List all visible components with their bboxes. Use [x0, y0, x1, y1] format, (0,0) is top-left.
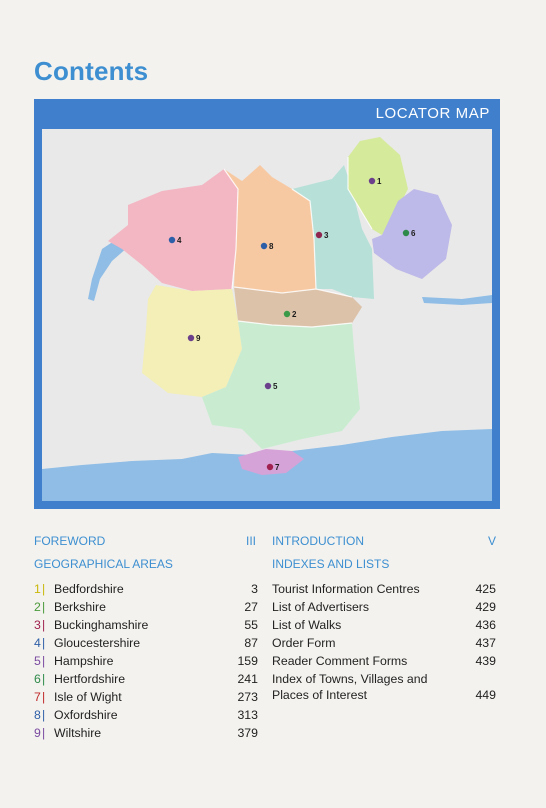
area-name: Hertfordshire — [54, 672, 126, 686]
map-marker-label-2: 2 — [292, 310, 297, 319]
index-item-name: Tourist Information Centres — [272, 582, 420, 596]
index-item-page: 449 — [475, 688, 496, 702]
map-marker-label-1: 1 — [377, 177, 382, 186]
area-number: 8 — [34, 708, 41, 722]
area-number: 9 — [34, 726, 41, 740]
area-number: 2 — [34, 600, 41, 614]
area-divider: | — [42, 618, 46, 632]
area-divider: | — [42, 654, 46, 668]
map-marker-2 — [284, 311, 290, 317]
index-row[interactable] — [272, 599, 496, 615]
indexes-and-lists-heading: INDEXES AND LISTS — [272, 557, 390, 571]
area-name: Bedfordshire — [54, 582, 124, 596]
map-marker-3 — [316, 232, 322, 238]
map-marker-6 — [403, 230, 409, 236]
index-row[interactable] — [272, 635, 496, 651]
area-number: 7 — [34, 690, 41, 704]
map-marker-5 — [265, 383, 271, 389]
area-page: 27 — [244, 600, 258, 614]
geographical-areas-heading: GEOGRAPHICAL AREAS — [34, 557, 173, 571]
map-marker-4 — [169, 237, 175, 243]
area-row[interactable] — [34, 689, 258, 705]
map-marker-9 — [188, 335, 194, 341]
page-title: Contents — [34, 56, 149, 86]
area-row[interactable] — [34, 599, 258, 615]
area-page: 3 — [251, 582, 258, 596]
index-item-page: 436 — [475, 618, 496, 632]
map-graphic — [42, 129, 492, 501]
area-divider: | — [42, 636, 46, 650]
introduction-heading[interactable]: INTRODUCTION — [272, 534, 364, 548]
area-page: 87 — [244, 636, 258, 650]
index-item-name: List of Advertisers — [272, 600, 370, 614]
map-marker-label-3: 3 — [324, 231, 329, 240]
index-item-name: Index of Towns, Villages and — [272, 672, 428, 686]
area-row[interactable] — [34, 671, 258, 687]
index-item-name-cont: Places of Interest — [272, 688, 368, 702]
locator-map — [34, 99, 500, 509]
area-page: 379 — [237, 726, 258, 740]
map-marker-label-4: 4 — [177, 236, 182, 245]
area-name: Isle of Wight — [54, 690, 122, 704]
area-divider: | — [42, 690, 46, 704]
index-item-name: List of Walks — [272, 618, 342, 632]
map-marker-label-6: 6 — [411, 229, 416, 238]
area-number: 4 — [34, 636, 41, 650]
area-divider: | — [42, 708, 46, 722]
map-marker-label-8: 8 — [269, 242, 274, 251]
area-row[interactable] — [34, 707, 258, 723]
area-divider: | — [42, 600, 46, 614]
map-marker-8 — [261, 243, 267, 249]
foreword-heading[interactable]: FOREWORD — [34, 534, 106, 548]
index-item-name: Reader Comment Forms — [272, 654, 408, 668]
map-marker-7 — [267, 464, 273, 470]
map-title: LOCATOR MAP — [375, 105, 490, 122]
introduction-page: V — [487, 534, 496, 548]
map-marker-1 — [369, 178, 375, 184]
area-name: Hampshire — [54, 654, 114, 668]
area-row[interactable] — [34, 725, 258, 741]
area-page: 241 — [237, 672, 258, 686]
index-item-page: 439 — [475, 654, 496, 668]
area-number: 1 — [34, 582, 41, 596]
map-marker-label-5: 5 — [273, 382, 278, 391]
area-row[interactable] — [34, 581, 258, 597]
map-marker-label-7: 7 — [275, 463, 280, 472]
area-divider: | — [42, 726, 46, 740]
area-page: 55 — [244, 618, 258, 632]
area-page: 313 — [237, 708, 258, 722]
area-row[interactable] — [34, 653, 258, 669]
area-name: Gloucestershire — [54, 636, 141, 650]
index-row[interactable] — [272, 653, 496, 669]
index-item-page: 437 — [475, 636, 496, 650]
area-name: Berkshire — [54, 600, 106, 614]
area-number: 5 — [34, 654, 41, 668]
map-marker-label-9: 9 — [196, 334, 201, 343]
foreword-page: III — [245, 534, 256, 548]
area-row[interactable] — [34, 635, 258, 651]
area-number: 6 — [34, 672, 41, 686]
index-row[interactable] — [272, 581, 496, 597]
index-row[interactable] — [272, 671, 496, 705]
area-number: 3 — [34, 618, 41, 632]
area-row[interactable] — [34, 617, 258, 633]
area-name: Wiltshire — [54, 726, 102, 740]
area-divider: | — [42, 582, 46, 596]
area-name: Buckinghamshire — [54, 618, 149, 632]
index-item-page: 425 — [475, 582, 496, 596]
index-row[interactable] — [272, 617, 496, 633]
area-page: 159 — [237, 654, 258, 668]
area-divider: | — [42, 672, 46, 686]
area-name: Oxfordshire — [54, 708, 118, 722]
area-page: 273 — [237, 690, 258, 704]
index-item-page: 429 — [475, 600, 496, 614]
index-item-name: Order Form — [272, 636, 336, 650]
